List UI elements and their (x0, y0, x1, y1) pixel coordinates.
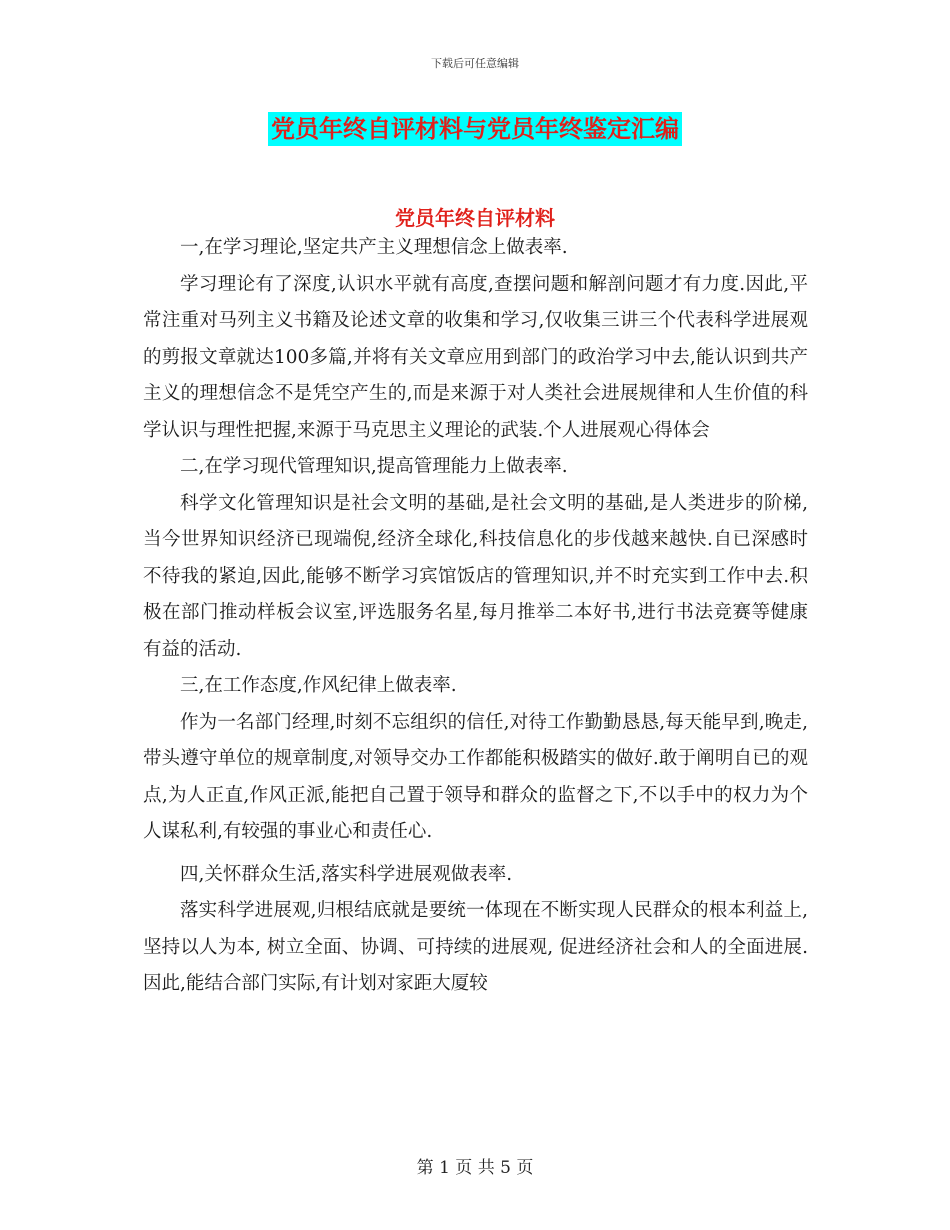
body-paragraph-4: 落实科学进展观,归根结底就是要统一体现在不断实现人民群众的根本利益上,坚持以人为本, 树立全面、协调、可持续的进展观, 促进经济社会和人的全面进展.因此,能结合部门实际,有计划对家距大厦较 (143, 900, 808, 994)
heading-paragraph-3: 三,在工作态度,作风纪律上做表率. (180, 675, 457, 696)
section-title: 党员年终自评材料 (395, 206, 555, 230)
heading-paragraph-1: 一,在学习理论,坚定共产主义理想信念上做表率. (180, 237, 568, 258)
body-paragraph-2: 科学文化管理知识是社会文明的基础,是社会文明的基础,是人类进步的阶梯,当今世界知识经济已现端倪,经济全球化,科技信息化的步伐越来越快.自已深感时不待我的紧迫,因此,能够不断学习宾馆饭店的管理知识,并不时充实到工作中去.积极在部门推动样板会议室,评选服务名星,每月推举二本好书,进行书法竞赛等健康有益的活动. (143, 492, 808, 660)
document-title-text: 党员年终自评材料与党员年终鉴定汇编 (268, 112, 682, 146)
body-paragraph-1: 学习理论有了深度,认识水平就有高度,查摆问题和解剖问题才有力度.因此,平常注重对马列主义书籍及论述文章的收集和学习,仅收集三讲三个代表科学进展观的剪报文章就达100多篇,并将有关文章应用到部门的政治学习中去,能认识到共产主义的理想信念不是凭空产生的,而是来源于对人类社会进展规律和人生价值的科学认识与理性把握,来源于马克思主义理论的武装.个人进展观心得体会 (143, 273, 808, 441)
body-paragraph-3: 作为一名部门经理,时刻不忘组织的信任,对待工作勤勤恳恳,每天能早到,晚走,带头遵守单位的规章制度,对领导交办工作都能积极踏实的做好.敢于阐明自已的观点,为人正直,作风正派,能把自己置于领导和群众的监督之下,不以手中的权力为个人谋私利,有较强的事业心和责任心. (143, 711, 808, 842)
heading-paragraph-2: 二,在学习现代管理知识,提高管理能力上做表率. (180, 456, 568, 477)
page-number: 第 1 页 共 5 页 (416, 1158, 534, 1178)
heading-paragraph-4: 四,关怀群众生活,落实科学进展观做表率. (180, 863, 513, 885)
header-note: 下载后可任意编辑 (431, 57, 519, 70)
document-title (0, 112, 950, 146)
document-body (143, 218, 808, 1003)
